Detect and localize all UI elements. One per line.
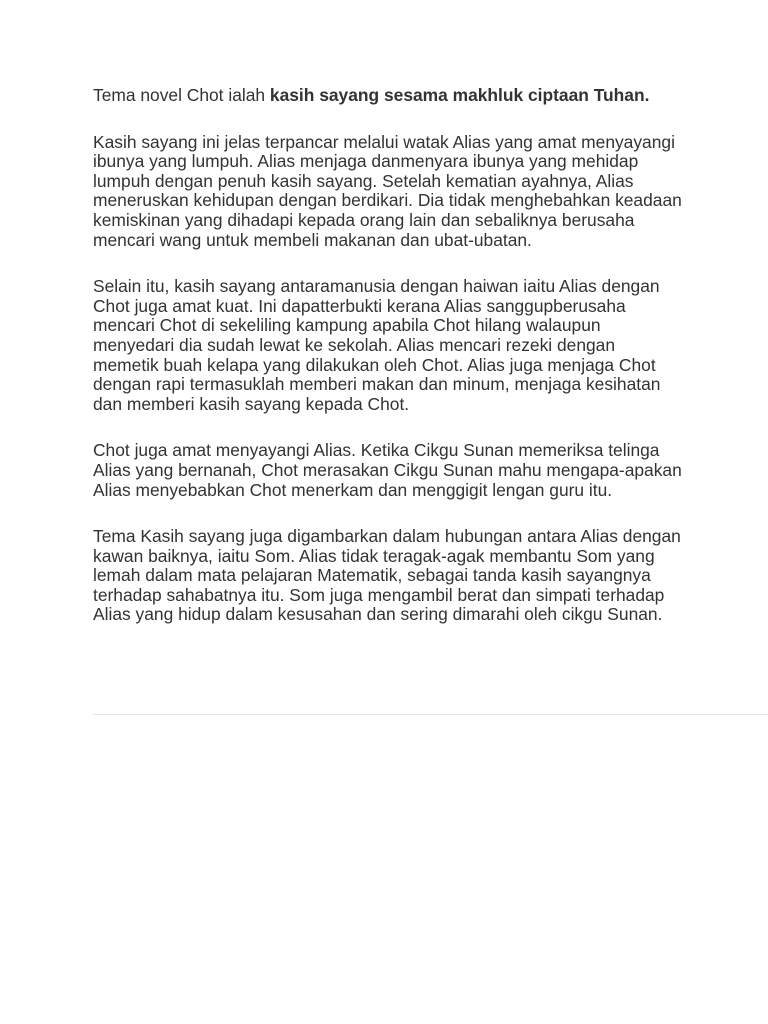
- intro-paragraph: [93, 86, 683, 106]
- document-body: [93, 86, 683, 652]
- horizontal-divider: [93, 714, 768, 715]
- body-paragraph-2: Selain itu, kasih sayang antaramanusia dengan haiwan iaitu Alias dengan Chot juga amat kuat. Ini dapatterbukti kerana Alias sanggupberusaha mencari Chot di sekeliling kampung apabila Chot hilang walaupun menyedari dia sudah lewat ke sekolah. Alias mencari rezeki dengan memetik buah kelapa yang dilakukan oleh Chot. Alias juga menjaga Chot dengan rapi termasuklah memberi makan dan minum, menjaga kesihatan dan memberi kasih sayang kepada Chot.: [93, 276, 661, 414]
- body-paragraph-3: Chot juga amat menyayangi Alias. Ketika Cikgu Sunan memeriksa telinga Alias yang bernanah, Chot merasakan Cikgu Sunan mahu mengapa-apakan Alias menyebabkan Chot menerkam dan menggigit lengan guru itu.: [93, 440, 682, 500]
- body-paragraph-1: Kasih sayang ini jelas terpancar melalui watak Alias yang amat menyayangi ibunya yang lumpuh. Alias menjaga danmenyara ibunya yang mehidap lumpuh dengan penuh kasih sayang. Setelah kematian ayahnya, Alias meneruskan kehidupan dengan berdikari. Dia tidak menghebahkan keadaan kemiskinan yang dihadapi kepada orang lain dan sebaliknya berusaha mencari wang untuk membeli makanan dan ubat-ubatan.: [93, 131, 682, 250]
- intro-text: Tema novel Chot ialah: [93, 85, 270, 105]
- body-paragraph-4: Tema Kasih sayang juga digambarkan dalam hubungan antara Alias dengan kawan baiknya, iaitu Som. Alias tidak teragak-agak membantu Som yang lemah dalam mata pelajaran Matematik, sebagai tanda kasih sayangnya terhadap sahabatnya itu. Som juga mengambil berat dan simpati terhadap Alias yang hidup dalam kesusahan dan sering dimarahi oleh cikgu Sunan.: [93, 526, 681, 625]
- theme-statement: kasih sayang sesama makhluk ciptaan Tuhan.: [269, 85, 650, 105]
